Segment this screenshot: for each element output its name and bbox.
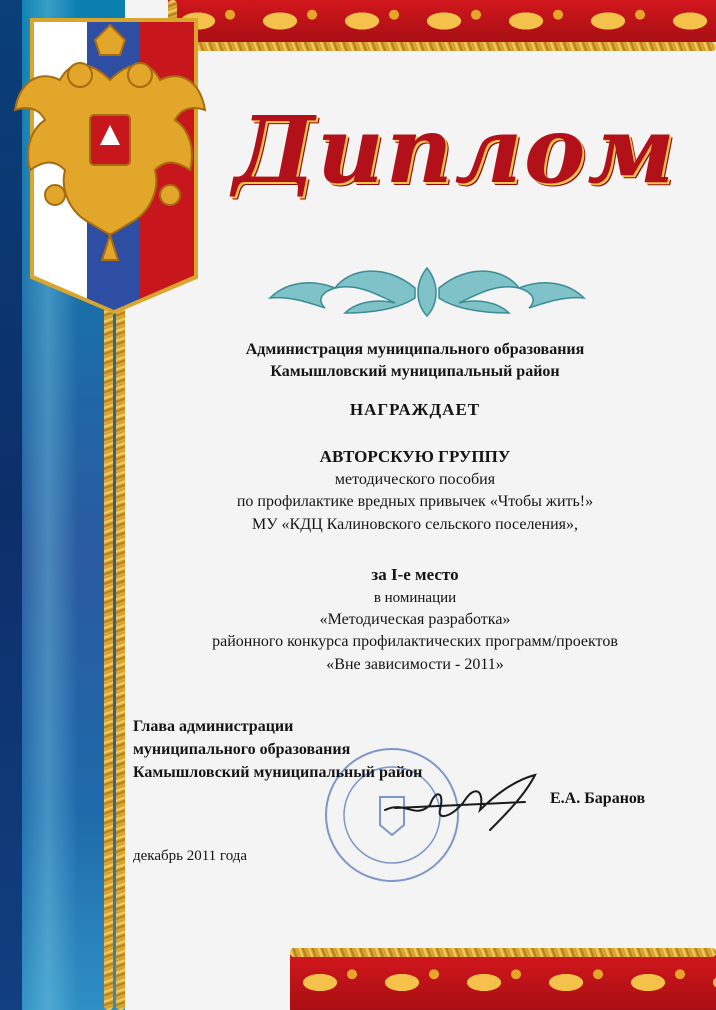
signer-name: Е.А. Баранов (550, 790, 646, 807)
nomination-name: «Методическая разработка» (319, 611, 511, 628)
awards-heading: НАГРАЖДАЕТ (349, 400, 481, 419)
place-heading: за I-е место (371, 565, 459, 584)
recipient-line-4: МУ «КДЦ Калиновского сельского поселения», (251, 516, 579, 533)
contest-name: «Вне зависимости - 2011» (326, 656, 504, 673)
signer-title-line-1: Глава администрации (133, 718, 294, 735)
diploma-title-text: Диплом (233, 96, 677, 204)
top-ornamental-band (168, 0, 716, 42)
bottom-gold-rope (290, 948, 716, 957)
recipient-line-3: по профилактике вредных привычек «Чтобы жить!» (236, 493, 594, 510)
recipient-line-2: методического пособия (334, 471, 496, 488)
recipient-heading: АВТОРСКУЮ ГРУППУ (319, 447, 511, 466)
issue-date: декабрь 2011 года (133, 848, 248, 864)
left-gold-rope (104, 290, 113, 1010)
contest-line: районного конкурса профилактических программ/проектов (212, 633, 618, 650)
ornament-icon (255, 258, 600, 320)
top-gold-rope (168, 42, 716, 51)
issuer-line-2: Камышловский муниципальный район (270, 363, 560, 380)
bottom-ornamental-band (290, 955, 716, 1010)
signer-title-line-3: Камышловский муниципальный район (133, 764, 423, 781)
handwritten-signature-icon (375, 760, 570, 840)
nomination-label: в номинации (373, 590, 457, 606)
signer-title-line-2: муниципального образования (133, 741, 351, 758)
diploma-title (215, 70, 695, 230)
double-headed-eagle-icon (10, 20, 210, 270)
issuer-line-1: Администрация муниципального образования (245, 341, 585, 358)
